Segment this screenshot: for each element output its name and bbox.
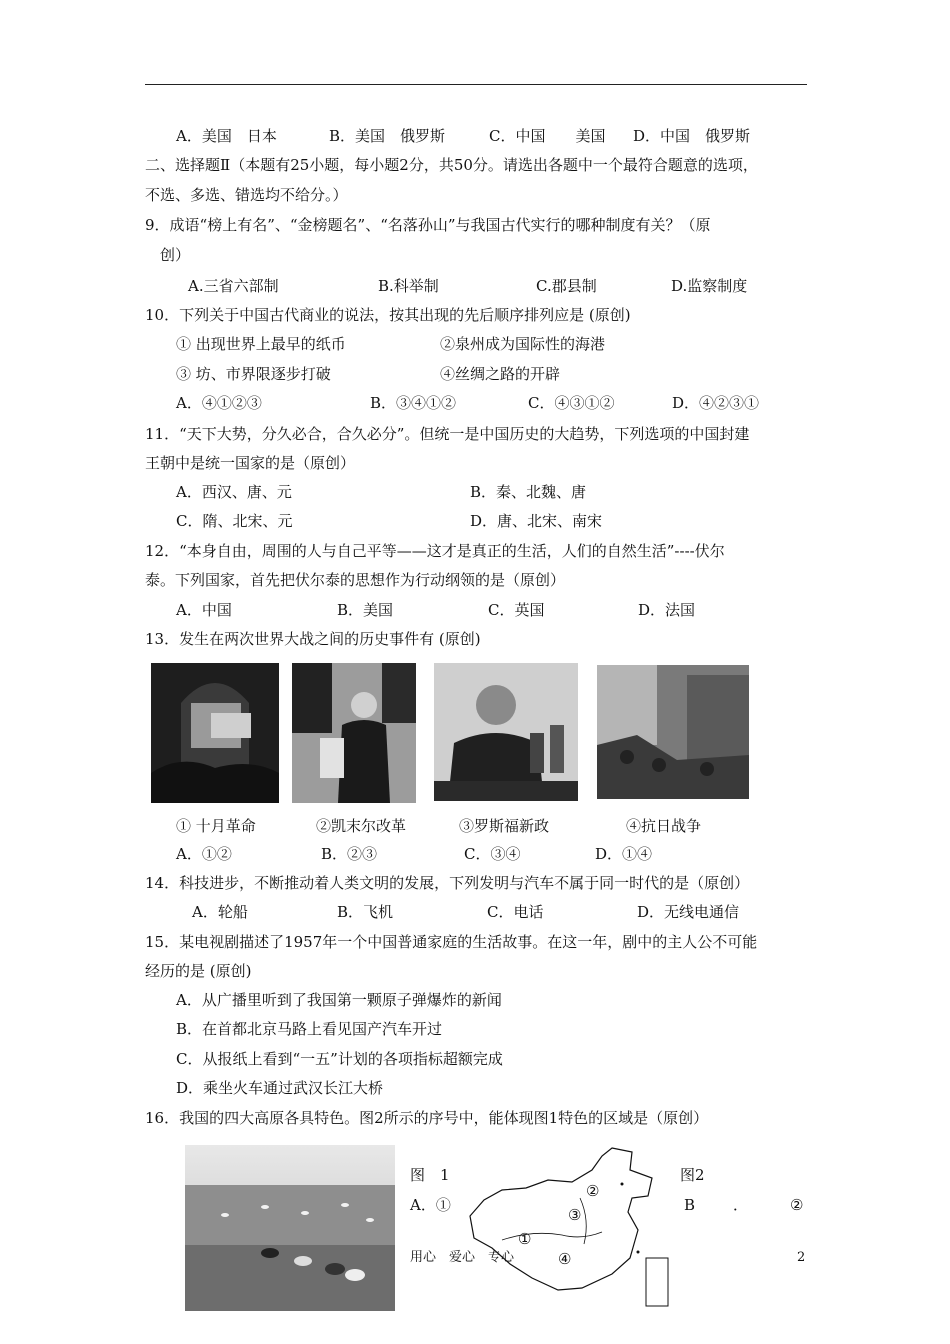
q8-option-b: B．美国 俄罗斯 <box>329 127 446 145</box>
header-rule <box>145 84 807 85</box>
q14-option-b: B．飞机 <box>337 903 394 921</box>
q13-option-b: B．②③ <box>321 845 378 863</box>
page-number: 2 <box>797 1250 806 1265</box>
q13-option-c: C．③④ <box>464 845 521 863</box>
q15-option-c: C．从报纸上看到“一五”计划的各项指标超额完成 <box>176 1050 503 1068</box>
q15-stem: 15．某电视剧描述了1957年一个中国普通家庭的生活故事。在这一年，剧中的主人公不可能 <box>145 933 758 951</box>
q13-option-a: A．①② <box>176 845 232 863</box>
q8-option-c: C．中国 美国 <box>489 127 606 145</box>
q12-option-c: C．英国 <box>488 601 545 619</box>
q14-option-a: A．轮船 <box>192 903 248 921</box>
q14-option-d: D．无线电通信 <box>637 903 740 921</box>
q9-option-c: C.郡县制 <box>536 277 597 295</box>
map-label-2: ② <box>586 1182 600 1200</box>
q8-option-d: D．中国 俄罗斯 <box>633 127 751 145</box>
footer-motto: 用心 爱心 专心 <box>410 1250 515 1265</box>
q10-item-4: ④丝绸之路的开辟 <box>440 365 561 383</box>
q16-option-b-dot: ． <box>733 1196 749 1214</box>
q10-item-3: ③ 坊、市界限逐步打破 <box>176 365 331 383</box>
photo-october-revolution <box>151 663 279 803</box>
section2-heading: 二、选择题Ⅱ（本题有25小题，每小题2分，共50分。请选出各题中一个最符合题意的选项， <box>145 156 758 174</box>
q10-stem: 10．下列关于中国古代商业的说法，按其出现的先后顺序排列应是 (原创) <box>145 306 631 324</box>
q9-option-b: B.科举制 <box>378 277 439 295</box>
q13-caption-3: ③罗斯福新政 <box>459 817 550 835</box>
q15-option-b: B．在首都北京马路上看见国产汽车开过 <box>176 1020 443 1038</box>
q16-option-b: B <box>684 1196 696 1214</box>
q12-stem-cont: 泰。下列国家，首先把伏尔泰的思想作为行动纲领的是（原创） <box>145 571 566 589</box>
photo-roosevelt-new-deal <box>434 663 578 801</box>
q13-stem: 13．发生在两次世界大战之间的历史事件有 (原创) <box>145 630 481 648</box>
q15-stem-cont: 经历的是 (原创) <box>145 962 252 980</box>
photo-grassland-plateau <box>185 1145 395 1311</box>
q11-option-c: C．隋、北宋、元 <box>176 512 293 530</box>
q15-option-a: A．从广播里听到了我国第一颗原子弹爆炸的新闻 <box>176 991 502 1009</box>
china-map-figure <box>462 1140 672 1308</box>
q9-option-d: D.监察制度 <box>671 277 748 295</box>
q13-option-d: D．①④ <box>595 845 653 863</box>
q10-item-2: ②泉州成为国际性的海港 <box>440 335 606 353</box>
q11-option-b: B．秦、北魏、唐 <box>470 483 587 501</box>
q10-option-b: B．③④①② <box>370 394 457 412</box>
q9-option-a: A.三省六部制 <box>188 277 279 295</box>
map-label-1: ① <box>518 1230 532 1248</box>
figure-2-label: 图2 <box>680 1166 705 1184</box>
q11-option-a: A．西汉、唐、元 <box>176 483 292 501</box>
section2-note: 不选、多选、错选均不给分。） <box>145 186 348 204</box>
q9-stem: 9．成语“榜上有名”、“金榜题名”、“名落孙山”与我国古代实行的哪种制度有关？（原 <box>145 216 711 234</box>
q11-stem: 11．“天下大势，分久必合，合久必分”。但统一是中国历史的大趋势，下列选项的中国封建 <box>145 425 750 443</box>
q14-option-c: C．电话 <box>487 903 544 921</box>
q10-option-a: A．④①②③ <box>176 394 262 412</box>
photo-kemal-reform <box>292 663 416 803</box>
map-label-3: ③ <box>568 1206 582 1224</box>
q16-stem: 16．我国的四大高原各具特色。图2所示的序号中，能体现图1特色的区域是（原创） <box>145 1109 709 1127</box>
q8-option-a: A．美国 日本 <box>176 127 277 145</box>
photo-anti-japanese-war <box>597 665 749 799</box>
q13-caption-1: ① 十月革命 <box>176 817 256 835</box>
q12-option-a: A．中国 <box>176 601 232 619</box>
q14-stem: 14．科技进步，不断推动着人类文明的发展，下列发明与汽车不属于同一时代的是（原创） <box>145 874 750 892</box>
q10-option-d: D．④②③① <box>672 394 760 412</box>
q10-item-1: ① 出现世界上最早的纸币 <box>176 335 346 353</box>
q12-stem: 12．“本身自由，周围的人与自己平等——这才是真正的生活，人们的自然生活”----伏尔 <box>145 542 725 560</box>
q16-option-a: A．① <box>410 1196 451 1214</box>
q15-option-d: D．乘坐火车通过武汉长江大桥 <box>176 1079 384 1097</box>
q13-caption-4: ④抗日战争 <box>626 817 702 835</box>
q13-caption-2: ②凯末尔改革 <box>316 817 407 835</box>
map-label-4: ④ <box>558 1250 572 1268</box>
q9-stem-cont: 创） <box>160 246 191 264</box>
q16-option-b-value: ② <box>790 1196 804 1214</box>
figure-1-label: 图 1 <box>410 1166 450 1184</box>
q10-option-c: C．④③①② <box>528 394 615 412</box>
q12-option-d: D．法国 <box>638 601 696 619</box>
q11-option-d: D．唐、北宋、南宋 <box>470 512 603 530</box>
q11-stem-cont: 王朝中是统一国家的是（原创） <box>145 454 356 472</box>
q12-option-b: B．美国 <box>337 601 394 619</box>
